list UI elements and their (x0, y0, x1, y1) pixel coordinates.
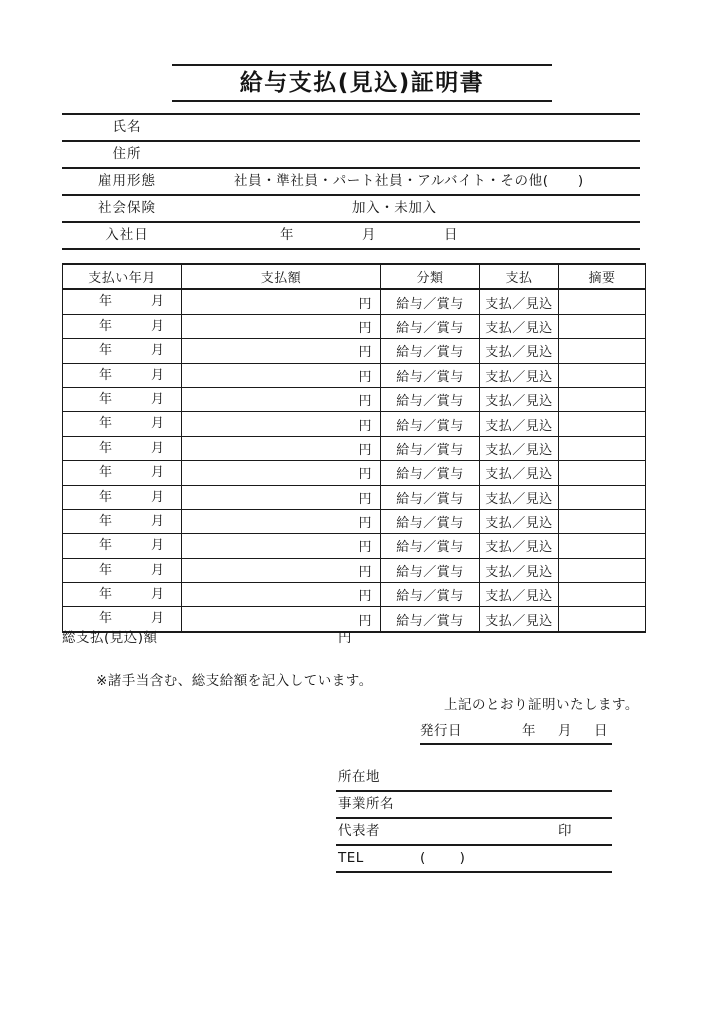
company-label-tel: TEL (338, 850, 364, 866)
cell-category[interactable]: 給与／賞与 (381, 314, 480, 338)
year-unit: 年 (99, 318, 113, 334)
cell-payment-amount[interactable]: 円 (182, 436, 381, 460)
year-unit: 年 (99, 465, 113, 481)
cell-payment-amount[interactable]: 円 (182, 534, 381, 558)
cell-payment-status[interactable]: 支払／見込 (480, 534, 559, 558)
issue-date-month-unit[interactable]: 月 (558, 723, 572, 739)
page-title: 給与支払(見込)証明書 (239, 70, 485, 96)
cell-payment-amount[interactable]: 円 (182, 583, 381, 607)
title-rule-bottom (172, 100, 552, 102)
issue-date-label: 発行日 (420, 723, 462, 739)
company-label-office-name: 事業所名 (338, 796, 394, 812)
company-row-office-name[interactable] (336, 792, 612, 819)
cell-remarks[interactable] (559, 485, 646, 509)
join-date-month-unit[interactable]: 月 (362, 227, 377, 243)
cell-category[interactable]: 給与／賞与 (381, 485, 480, 509)
info-label-name: 氏名 (112, 119, 142, 135)
company-label-representative: 代表者 (338, 823, 380, 839)
year-unit: 年 (99, 391, 113, 407)
cell-payment-status[interactable]: 支払／見込 (480, 387, 559, 411)
cell-payment-year-month[interactable] (63, 583, 182, 607)
table-row (63, 558, 646, 582)
cell-payment-year-month[interactable] (63, 436, 182, 460)
table-row (63, 485, 646, 509)
info-value-employment-type[interactable]: 社員・準社員・パート社員・アルバイト・その他( ) (234, 173, 584, 189)
document-title-block (172, 64, 552, 102)
info-row-name (62, 113, 640, 142)
tel-area-code-parentheses[interactable]: ( ) (420, 850, 465, 866)
year-unit: 年 (99, 513, 113, 529)
issue-date-day-unit[interactable]: 日 (594, 723, 608, 739)
company-row-representative[interactable] (336, 819, 612, 846)
company-row-location[interactable] (336, 765, 612, 792)
cell-remarks[interactable] (559, 534, 646, 558)
month-unit: 月 (151, 465, 165, 481)
column-header-payment-amount: 支払額 (182, 264, 381, 289)
cell-payment-status[interactable]: 支払／見込 (480, 289, 559, 314)
cell-category[interactable]: 給与／賞与 (381, 363, 480, 387)
cell-payment-status[interactable]: 支払／見込 (480, 583, 559, 607)
cell-remarks[interactable] (559, 289, 646, 314)
issue-date-row (420, 721, 612, 745)
year-unit: 年 (99, 611, 113, 627)
cell-payment-amount[interactable]: 円 (182, 485, 381, 509)
column-header-payment-year-month: 支払い年月 (63, 264, 182, 289)
column-header-remarks: 摘要 (559, 264, 646, 289)
payment-table-body (63, 289, 646, 631)
month-unit: 月 (151, 318, 165, 334)
table-row (63, 534, 646, 558)
table-row (63, 363, 646, 387)
cell-payment-amount[interactable]: 円 (182, 607, 381, 632)
month-unit: 月 (151, 538, 165, 554)
year-unit: 年 (99, 416, 113, 432)
cell-remarks[interactable] (559, 461, 646, 485)
cell-payment-amount[interactable]: 円 (182, 558, 381, 582)
year-unit: 年 (99, 440, 113, 456)
info-row-social-insurance (62, 196, 640, 223)
issue-date-year-unit[interactable]: 年 (522, 723, 536, 739)
cell-remarks[interactable] (559, 558, 646, 582)
cell-payment-year-month[interactable] (63, 289, 182, 314)
table-row (63, 289, 646, 314)
cell-category[interactable]: 給与／賞与 (381, 461, 480, 485)
year-unit: 年 (99, 562, 113, 578)
cell-remarks[interactable] (559, 387, 646, 411)
total-amount-unit[interactable]: 円 (338, 630, 352, 646)
cell-payment-status[interactable]: 支払／見込 (480, 607, 559, 632)
cell-remarks[interactable] (559, 339, 646, 363)
cell-remarks[interactable] (559, 363, 646, 387)
cell-category[interactable]: 給与／賞与 (381, 436, 480, 460)
cell-category[interactable]: 給与／賞与 (381, 509, 480, 533)
cell-payment-status[interactable]: 支払／見込 (480, 314, 559, 338)
cell-payment-year-month[interactable] (63, 412, 182, 436)
info-label-social-insurance: 社会保険 (98, 200, 156, 216)
month-unit: 月 (151, 489, 165, 505)
table-row (63, 339, 646, 363)
cell-payment-status[interactable]: 支払／見込 (480, 412, 559, 436)
table-row (63, 314, 646, 338)
company-info-block (336, 765, 612, 873)
total-amount-row (62, 628, 640, 648)
payment-table-header-row (63, 264, 646, 289)
note-text: ※諸手当含む、総支給額を記入しています。 (96, 673, 373, 689)
cell-payment-year-month[interactable] (63, 558, 182, 582)
cell-payment-year-month[interactable] (63, 534, 182, 558)
column-header-payment-status: 支払 (480, 264, 559, 289)
seal-marker: 印 (558, 823, 572, 839)
cell-category[interactable]: 給与／賞与 (381, 339, 480, 363)
table-row (63, 436, 646, 460)
year-unit: 年 (99, 343, 113, 359)
year-unit: 年 (99, 587, 113, 603)
month-unit: 月 (151, 440, 165, 456)
join-date-year-unit[interactable]: 年 (280, 227, 295, 243)
company-row-tel[interactable] (336, 846, 612, 873)
cell-payment-amount[interactable]: 円 (182, 314, 381, 338)
certification-statement: 上記のとおり証明いたします。 (444, 697, 639, 713)
year-unit: 年 (99, 538, 113, 554)
info-label-employment-type: 雇用形態 (98, 173, 156, 189)
month-unit: 月 (151, 587, 165, 603)
year-unit: 年 (99, 489, 113, 505)
cell-remarks[interactable] (559, 412, 646, 436)
cell-payment-year-month[interactable] (63, 339, 182, 363)
info-value-social-insurance[interactable]: 加入・未加入 (352, 200, 437, 216)
cell-payment-amount[interactable]: 円 (182, 339, 381, 363)
cell-payment-status[interactable]: 支払／見込 (480, 436, 559, 460)
cell-payment-year-month[interactable] (63, 485, 182, 509)
cell-payment-year-month[interactable] (63, 363, 182, 387)
table-row (63, 387, 646, 411)
cell-payment-amount[interactable]: 円 (182, 509, 381, 533)
info-label-join-date: 入社日 (105, 227, 149, 243)
cell-payment-amount[interactable]: 円 (182, 412, 381, 436)
company-label-location: 所在地 (338, 769, 380, 785)
cell-remarks[interactable] (559, 314, 646, 338)
payment-table-head (63, 264, 646, 289)
cell-payment-amount[interactable]: 円 (182, 289, 381, 314)
month-unit: 月 (151, 367, 165, 383)
cell-payment-year-month[interactable] (63, 314, 182, 338)
info-row-join-date (62, 223, 640, 250)
month-unit: 月 (151, 416, 165, 432)
cell-payment-amount[interactable]: 円 (182, 387, 381, 411)
year-unit: 年 (99, 294, 113, 310)
info-label-address: 住所 (112, 146, 142, 162)
cell-payment-status[interactable]: 支払／見込 (480, 485, 559, 509)
cell-payment-year-month[interactable] (63, 387, 182, 411)
month-unit: 月 (151, 562, 165, 578)
cell-category[interactable]: 給与／賞与 (381, 387, 480, 411)
cell-category[interactable]: 給与／賞与 (381, 558, 480, 582)
month-unit: 月 (151, 391, 165, 407)
month-unit: 月 (151, 513, 165, 529)
column-header-category: 分類 (381, 264, 480, 289)
cell-payment-status[interactable]: 支払／見込 (480, 509, 559, 533)
info-row-employment-type (62, 169, 640, 196)
cell-category[interactable]: 給与／賞与 (381, 412, 480, 436)
cell-remarks[interactable] (559, 509, 646, 533)
employee-info-block (62, 113, 640, 250)
cell-payment-amount[interactable]: 円 (182, 461, 381, 485)
cell-category[interactable]: 給与／賞与 (381, 289, 480, 314)
cell-remarks[interactable] (559, 583, 646, 607)
cell-category[interactable]: 給与／賞与 (381, 583, 480, 607)
cell-payment-year-month[interactable] (63, 509, 182, 533)
year-unit: 年 (99, 367, 113, 383)
cell-payment-status[interactable]: 支払／見込 (480, 461, 559, 485)
table-row (63, 509, 646, 533)
payment-table (62, 263, 646, 633)
info-row-address (62, 142, 640, 169)
cell-payment-status[interactable]: 支払／見込 (480, 558, 559, 582)
cell-payment-status[interactable]: 支払／見込 (480, 363, 559, 387)
cell-payment-amount[interactable]: 円 (182, 363, 381, 387)
join-date-day-unit[interactable]: 日 (444, 227, 459, 243)
cell-category[interactable]: 給与／賞与 (381, 607, 480, 632)
table-row (63, 583, 646, 607)
month-unit: 月 (151, 611, 165, 627)
cell-payment-status[interactable]: 支払／見込 (480, 339, 559, 363)
cell-remarks[interactable] (559, 436, 646, 460)
month-unit: 月 (151, 294, 165, 310)
table-row (63, 412, 646, 436)
table-row (63, 461, 646, 485)
total-amount-label: 総支払(見込)額 (62, 630, 158, 646)
month-unit: 月 (151, 343, 165, 359)
cell-payment-year-month[interactable] (63, 461, 182, 485)
cell-category[interactable]: 給与／賞与 (381, 534, 480, 558)
